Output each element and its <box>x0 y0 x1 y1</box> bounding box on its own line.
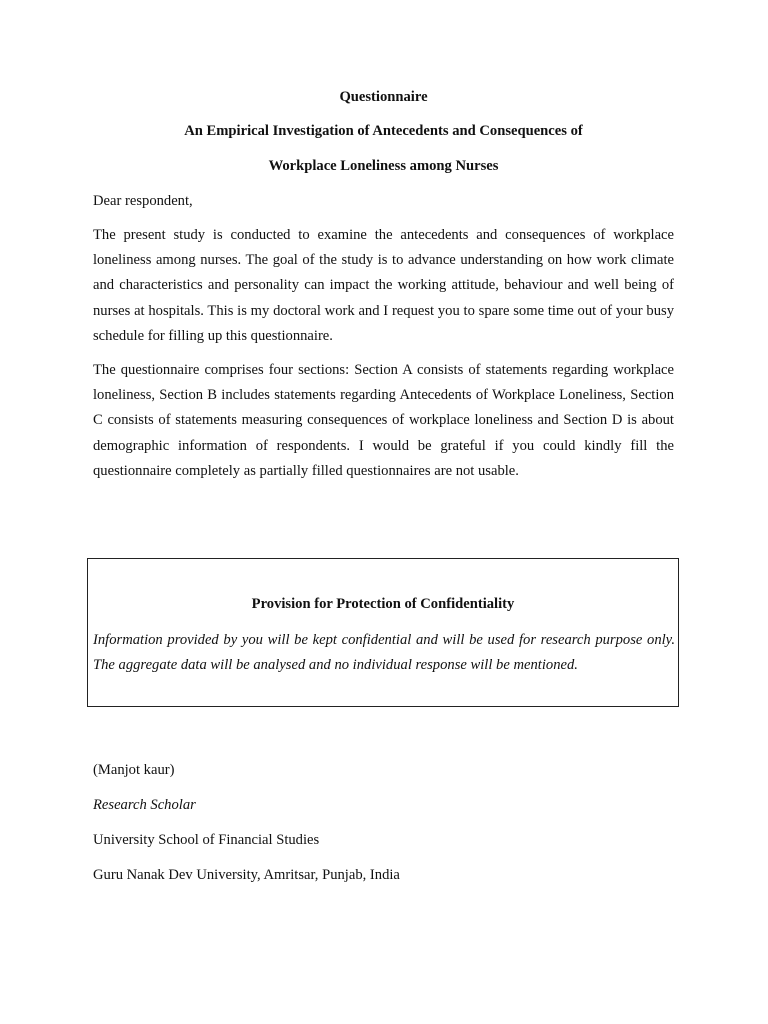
document-title: Questionnaire <box>339 89 428 105</box>
sections-paragraph: The questionnaire comprises four sections: Section A consists of statements regarding workplace loneliness, Section B includes statements regarding Antecedents of Workplace Loneliness, Section C consists of statements measuring consequences of workplace loneliness and Section D is about demographic information of respondents. I would be grateful if you could kindly fill the questionnaire completely as partially filled questionnaires are not usable. <box>93 362 674 479</box>
signature-institution: Guru Nanak Dev University, Amritsar, Punjab, India <box>93 867 400 883</box>
document-subtitle-line-2: Workplace Loneliness among Nurses <box>268 158 499 174</box>
confidentiality-heading: Provision for Protection of Confidentiality <box>251 596 515 612</box>
intro-paragraph: The present study is conducted to examine the antecedents and consequences of workplace loneliness among nurses. The goal of the study is to advance understanding on how work climate and characteristics and personality can impact the working attitude, behaviour and well being of nurses at hospitals. This is my doctoral work and I request you to spare some time out of your busy schedule for filling up this questionnaire. <box>93 227 674 344</box>
confidentiality-box <box>87 558 679 707</box>
confidentiality-text: Information provided by you will be kept confidential and will be used for research purpose only. The aggregate data will be analysed and no individual response will be mentioned. <box>93 632 675 674</box>
signature-department: University School of Financial Studies <box>93 832 320 848</box>
salutation: Dear respondent, <box>93 193 193 209</box>
signature-role: Research Scholar <box>93 797 196 813</box>
document-subtitle-line-1: An Empirical Investigation of Antecedents and Consequences of <box>184 123 583 139</box>
signature-name: (Manjot kaur) <box>93 762 175 778</box>
